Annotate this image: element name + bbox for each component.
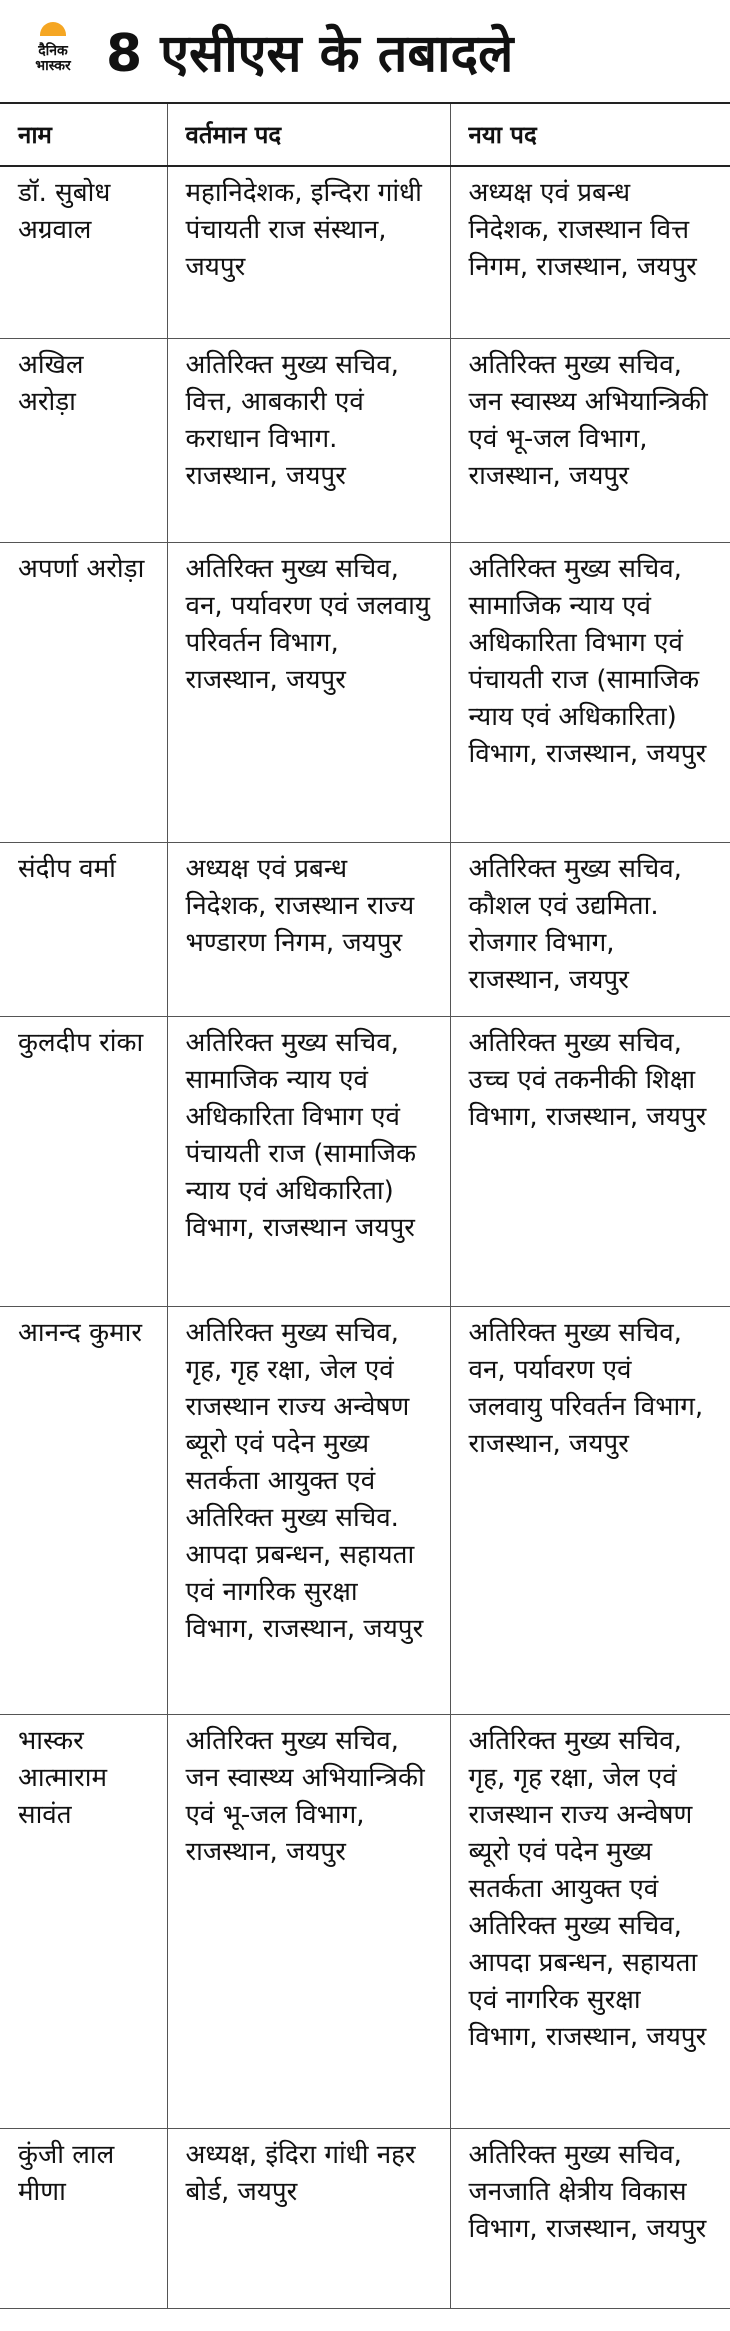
- current-post: अध्यक्ष, इंदिरा गांधी नहर बोर्ड, जयपुर: [167, 2128, 450, 2308]
- logo-text-line2: भास्कर: [35, 58, 71, 74]
- officer-name: भास्कर आत्माराम सावंत: [0, 1714, 167, 2128]
- column-header-name: नाम: [0, 104, 167, 166]
- new-post: अतिरिक्त मुख्य सचिव, सामाजिक न्याय एवं अधिकारिता विभाग एवं पंचायती राज (सामाजिक न्याय एवं अधिकारिता) विभाग, राजस्थान, जयपुर: [450, 542, 730, 842]
- column-header-new-post: नया पद: [450, 104, 730, 166]
- page-header: [0, 0, 730, 104]
- officer-name: डॉ. सुबोध अग्रवाल: [0, 166, 167, 338]
- new-post: अतिरिक्त मुख्य सचिव, गृह, गृह रक्षा, जेल एवं राजस्थान राज्य अन्वेषण ब्यूरो एवं पदेन मुख्य सतर्कता आयुक्त एवं अतिरिक्त मुख्य सचिव, आपदा प्रबन्धन, सहायता एवं नागरिक सुरक्षा विभाग, राजस्थान, जयपुर: [450, 1714, 730, 2128]
- dainik-bhaskar-logo: [22, 20, 84, 82]
- new-post: अध्यक्ष एवं प्रबन्ध निदेशक, राजस्थान वित्त निगम, राजस्थान, जयपुर: [450, 166, 730, 338]
- new-post: अतिरिक्त मुख्य सचिव, जनजाति क्षेत्रीय विकास विभाग, राजस्थान, जयपुर: [450, 2128, 730, 2308]
- officer-name: कुंजी लाल मीणा: [0, 2128, 167, 2308]
- current-post: अतिरिक्त मुख्य सचिव, वित्त, आबकारी एवं कराधान विभाग. राजस्थान, जयपुर: [167, 338, 450, 542]
- table-row: [0, 338, 730, 542]
- current-post: अतिरिक्त मुख्य सचिव, वन, पर्यावरण एवं जलवायु परिवर्तन विभाग, राजस्थान, जयपुर: [167, 542, 450, 842]
- column-header-current-post: वर्तमान पद: [167, 104, 450, 166]
- new-post: अतिरिक्त मुख्य सचिव, जन स्वास्थ्य अभियान्त्रिकी एवं भू-जल विभाग, राजस्थान, जयपुर: [450, 338, 730, 542]
- table-row: [0, 166, 730, 338]
- table-row: [0, 1306, 730, 1714]
- logo-text-line1: दैनिक: [38, 43, 68, 59]
- table-row: [0, 2128, 730, 2308]
- current-post: अतिरिक्त मुख्य सचिव, सामाजिक न्याय एवं अधिकारिता विभाग एवं पंचायती राज (सामाजिक न्याय एवं अधिकारिता) विभाग, राजस्थान जयपुर: [167, 1016, 450, 1306]
- sun-icon: [40, 22, 66, 36]
- table-row: [0, 542, 730, 842]
- table-row: [0, 842, 730, 1016]
- table-row: [0, 1016, 730, 1306]
- new-post: अतिरिक्त मुख्य सचिव, कौशल एवं उद्यमिता. रोजगार विभाग, राजस्थान, जयपुर: [450, 842, 730, 1016]
- officer-name: अपर्णा अरोड़ा: [0, 542, 167, 842]
- current-post: महानिदेशक, इन्दिरा गांधी पंचायती राज संस्थान, जयपुर: [167, 166, 450, 338]
- table-row: [0, 1714, 730, 2128]
- current-post: अतिरिक्त मुख्य सचिव, जन स्वास्थ्य अभियान्त्रिकी एवं भू-जल विभाग, राजस्थान, जयपुर: [167, 1714, 450, 2128]
- officer-name: अखिल अरोड़ा: [0, 338, 167, 542]
- current-post: अध्यक्ष एवं प्रबन्ध निदेशक, राजस्थान राज्य भण्डारण निगम, जयपुर: [167, 842, 450, 1016]
- transfer-table: [0, 104, 730, 2309]
- page-title: 8 एसीएस के तबादले: [106, 23, 514, 84]
- table-header-row: [0, 104, 730, 166]
- new-post: अतिरिक्त मुख्य सचिव, वन, पर्यावरण एवं जलवायु परिवर्तन विभाग, राजस्थान, जयपुर: [450, 1306, 730, 1714]
- officer-name: कुलदीप रांका: [0, 1016, 167, 1306]
- current-post: अतिरिक्त मुख्य सचिव, गृह, गृह रक्षा, जेल एवं राजस्थान राज्य अन्वेषण ब्यूरो एवं पदेन मुख्य सतर्कता आयुक्त एवं अतिरिक्त मुख्य सचिव. आपदा प्रबन्धन, सहायता एवं नागरिक सुरक्षा विभाग, राजस्थान, जयपुर: [167, 1306, 450, 1714]
- officer-name: आनन्द कुमार: [0, 1306, 167, 1714]
- new-post: अतिरिक्त मुख्य सचिव, उच्च एवं तकनीकी शिक्षा विभाग, राजस्थान, जयपुर: [450, 1016, 730, 1306]
- officer-name: संदीप वर्मा: [0, 842, 167, 1016]
